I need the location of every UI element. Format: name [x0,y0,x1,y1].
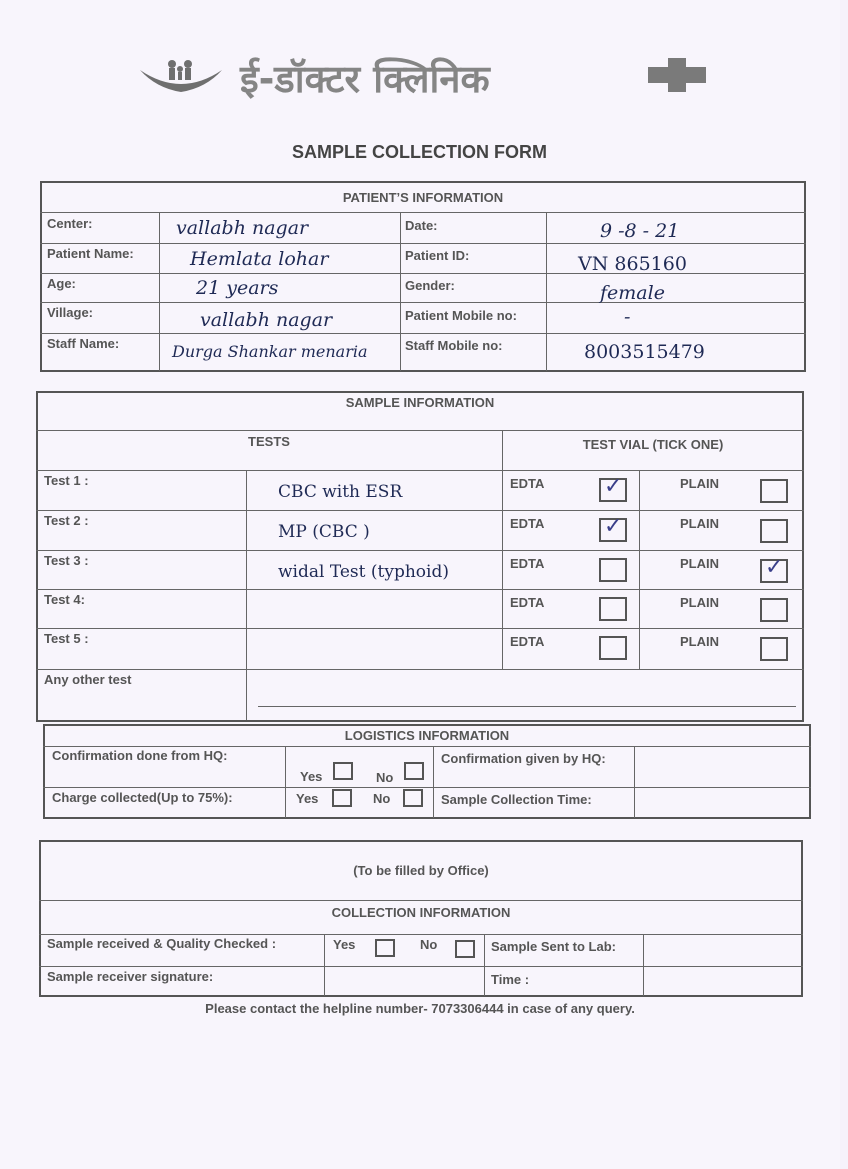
test-5-edta-checkbox[interactable] [599,636,627,660]
tick-mark-icon: ✓ [604,514,623,539]
test-2-edta-label: EDTA [510,516,545,531]
sample-collection-time-label: Sample Collection Time: [441,792,592,807]
gender-label: Gender: [405,278,455,293]
receiver-signature-label: Sample receiver signature: [47,969,214,984]
charge-yes-checkbox[interactable] [332,789,352,807]
test-1-edta-checkbox[interactable] [599,474,627,502]
vial-header: TEST VIAL (TICK ONE) [582,437,724,452]
confirmation-yes-label: Yes [300,769,323,784]
charge-yes-label: Yes [296,791,319,806]
date-value[interactable]: 9 -8 - 21 [600,220,680,242]
test-4-plain-checkbox[interactable] [760,598,788,622]
test-3-value[interactable]: widal Test (typhoid) [278,562,449,582]
staff-name-value[interactable]: Durga Shankar menaria [172,342,368,361]
test-2-plain-label: PLAIN [680,516,719,531]
test-2-plain-checkbox[interactable] [760,519,788,543]
confirmation-no-label: No [376,770,394,785]
village-value[interactable]: vallabh nagar [200,309,333,331]
charge-no-label: No [373,791,391,806]
test-1-edta-label: EDTA [510,476,545,491]
test-4-plain-label: PLAIN [680,595,719,610]
staff-mobile-label: Staff Mobile no: [405,338,503,353]
center-label: Center: [47,216,93,231]
clinic-logo-icon [136,56,226,96]
any-other-test-line[interactable] [258,706,796,707]
sent-to-lab-label: Sample Sent to Lab: [491,939,616,954]
received-no-label: No [420,937,438,952]
confirmation-given-label: Confirmation given by HQ: [441,751,606,766]
time-label: Time : [491,972,530,987]
test-5-edta-label: EDTA [510,634,545,649]
test-3-edta-label: EDTA [510,556,545,571]
received-yes-label: Yes [333,937,356,952]
center-value[interactable]: vallabh nagar [176,217,309,239]
test-1-plain-checkbox[interactable] [760,479,788,503]
received-checked-label: Sample received & Quality Checked : [47,936,277,951]
helpline-text: Please contact the helpline number- 7073306444 in case of any query. [205,1001,635,1016]
patient-id-label: Patient ID: [405,248,470,263]
patient-info-heading: PATIENT’S INFORMATION [342,190,504,205]
received-no-checkbox[interactable] [455,940,475,958]
test-3-edta-checkbox[interactable] [599,558,627,582]
date-label: Date: [405,218,438,233]
patient-name-label: Patient Name: [47,246,134,261]
sample-info-heading: SAMPLE INFORMATION [345,395,495,410]
test-5-plain-label: PLAIN [680,634,719,649]
test-1-value[interactable]: CBC with ESR [278,482,403,502]
test-2-value[interactable]: MP (CBC ) [278,522,370,542]
test-2-edta-checkbox[interactable] [599,514,627,542]
test-1-plain-label: PLAIN [680,476,719,491]
patient-mobile-value[interactable]: - [624,306,631,328]
brand-title: ई-डॉक्टर क्लिनिक [240,57,490,101]
received-yes-checkbox[interactable] [375,939,395,957]
gender-value[interactable]: female [600,282,665,304]
confirmation-done-label: Confirmation done from HQ: [52,748,228,763]
test-3-label: Test 3 : [44,553,89,568]
charge-no-checkbox[interactable] [403,789,423,807]
test-1-label: Test 1 : [44,473,89,488]
staff-mobile-value[interactable]: 8003515479 [584,341,705,363]
test-4-label: Test 4: [44,592,85,607]
patient-id-value[interactable]: VN 865160 [578,253,687,275]
age-label: Age: [47,276,76,291]
any-other-test-label: Any other test [44,672,132,687]
office-note: (To be filled by Office) [353,863,489,878]
charge-collected-label: Charge collected(Up to 75%): [52,790,233,805]
test-3-plain-checkbox[interactable] [760,555,788,583]
tick-mark-icon: ✓ [604,474,623,499]
village-label: Village: [47,305,94,320]
logistics-heading: LOGISTICS INFORMATION [344,728,510,743]
staff-name-label: Staff Name: [47,336,120,351]
tick-mark-icon: ✓ [765,555,784,580]
patient-mobile-label: Patient Mobile no: [405,308,517,323]
test-3-plain-label: PLAIN [680,556,719,571]
confirmation-yes-checkbox[interactable] [333,762,353,780]
confirmation-no-checkbox[interactable] [404,762,424,780]
form-title: SAMPLE COLLECTION FORM [292,142,547,162]
test-5-plain-checkbox[interactable] [760,637,788,661]
test-4-edta-checkbox[interactable] [599,597,627,621]
test-2-label: Test 2 : [44,513,89,528]
age-value[interactable]: 21 years [196,277,279,299]
test-4-edta-label: EDTA [510,595,545,610]
collection-info-heading: COLLECTION INFORMATION [331,905,511,920]
patient-name-value[interactable]: Hemlata lohar [190,248,329,270]
test-5-label: Test 5 : [44,631,89,646]
medical-cross-icon [648,58,706,92]
tests-header: TESTS [248,434,290,449]
